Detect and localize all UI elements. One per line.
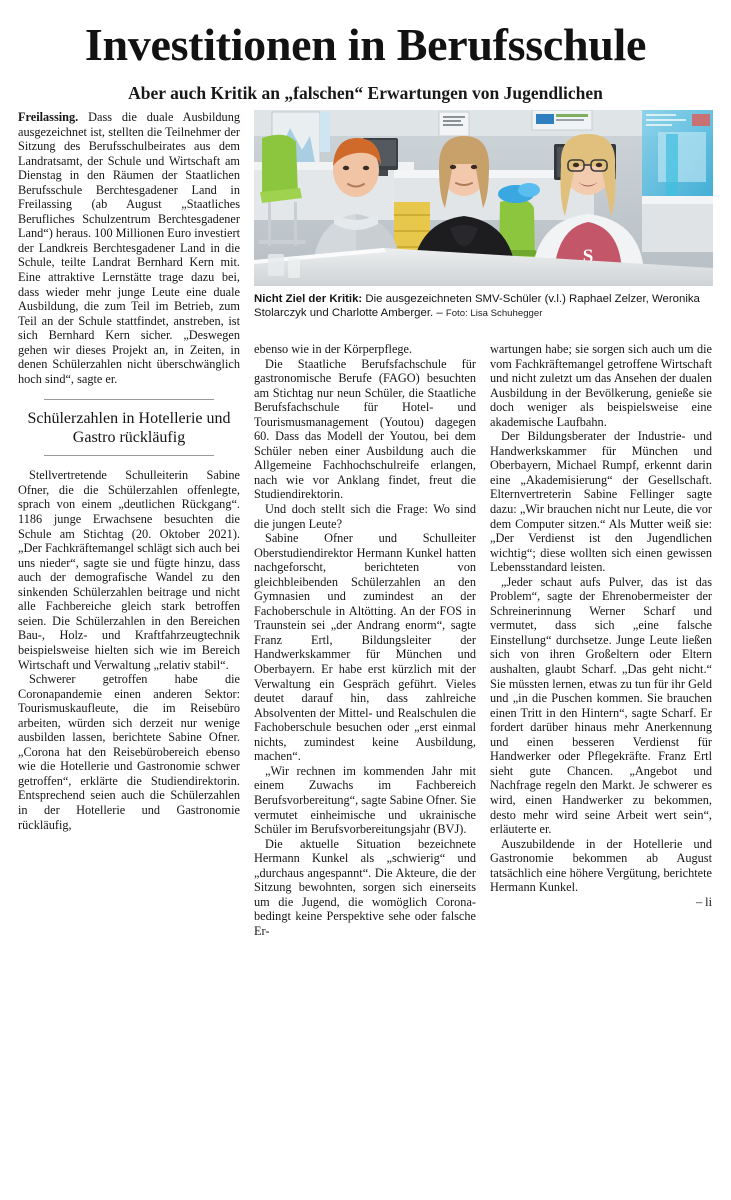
photo-block xyxy=(254,110,713,321)
paragraph: Und doch stellt sich die Frage: Wo sind die jungen Leute? xyxy=(254,502,476,531)
divider-top xyxy=(44,399,214,400)
paragraph xyxy=(18,110,240,386)
article-body xyxy=(18,110,713,1195)
section-heading-text: Schülerzahlen in Hotellerie und Gastro rückläufig xyxy=(27,410,231,447)
paragraph-text: Dass die duale Ausbildung ausgezeichnet ist, stellten die Teilnehmer der Sitzung des Berufsschulbeirates aus dem Landratsamt, der Schule und Wirtschaft am Dienstag in den Räumen der Staatlichen Berufsschule Berchtesgadener Land in Freilassing (ab August „Staatliches Berufliches Schulzentrum Berchtesgadener Land“) heraus. 100 Millionen Euro investiert der Landkreis Berchtesgadener Land in die Schule, teilte Landrat Bernhard Kern mit. Eine attraktive Lernstätte trage dazu bei, dass wieder mehr junge Leute eine duale Ausbildung, die zum Teil im Betrieb, zum Teil an der Schule stattfindet, anstreben, ist sich Bernhard Kern sicher. „Deswegen gehen wir dieses Projekt an, in Zeiten, in denen Schülerzahlen nicht überschwänglich hoch sind“, sagte er. xyxy=(18,110,240,386)
paragraph: Sabine Ofner und Schulleiter Oberstudiendirektor Hermann Kunkel hatten nachgeforscht, berichteten von gleichbleibenden Schülerzahlen an den Gymnasien und zumindest an der Fachoberschule in Altötting. An der FOS in Traunstein sei „der Andrang enorm“, sagte Franz Ertl, Bildungsleiter der Handwerkskammer für München und Oberbayern. Er habe erst kürzlich mit der Verwaltung ein Gespräch geführt. Vieles deutet darauf hin, dass zahlreiche Absolventen der Mittel- und Realschulen die Fachoberschule besuchen oder „erst einmal nichts, zumindest keine Ausbildung, machen“. xyxy=(254,531,476,764)
section-heading xyxy=(18,399,240,456)
column-1 xyxy=(18,110,240,832)
svg-text:S: S xyxy=(582,246,594,267)
column-2 xyxy=(254,342,476,938)
caption-lead: Nicht Ziel der Kritik: xyxy=(254,293,363,305)
article-photo xyxy=(254,110,713,286)
divider-bottom xyxy=(44,455,214,456)
caption-text: Die ausgezeichneten SMV-Schüler (v.l.) Raphael Zelzer, Weronika Stolarczyk und Charlotte Amberger. xyxy=(254,293,700,320)
author-signature: – li xyxy=(695,894,712,909)
paragraph: „Jeder schaut aufs Pulver, das ist das Problem“, sagte der Ehrenobermeister der Schreinerinnung Werner Scharf und vermutet, dass sich „eine falsche Einstellung“ durchsetze. Junge Leute ließen sich von ihren Großeltern oder Eltern aushalten, glaubt Scharf. „Das geht nicht.“ Sie müssten lernen, etwas zu tun für ihr Geld und „in die Puschen kommen. Sie brauchen einen Tritt in den Hintern“, sagte Scharf. Er fordert darüber hinaus mehr Anerkennung und einen besseren Verdienst für Handwerker oder Pflegekräfte. Franz Ertl sieht gute Chancen. „Angebot und Nachfrage regeln den Markt. Je schwerer es wird, einen Handwerker zu bekommen, desto mehr wird seine Arbeit wert sein“, erläuterte er. xyxy=(490,574,712,837)
paragraph: Die Staatliche Berufsfachschule für gastronomische Berufe (FAGO) besuchten am Stichtag nur neun Schüler, die Staatliche Berufsfachschule für Hotel- und Tourismusmanagement (Youtou) dagegen 60. Dass das Modell der Youtou, bei dem Schüler neben einer Ausbildung auch die Allgemeine Fachhochschulreife erlangen, nach wie vor Anklang findet, freut die Studiendirektorin. xyxy=(254,356,476,502)
caption-dash: – xyxy=(433,307,446,320)
column-3 xyxy=(490,342,712,909)
paragraph: Der Bildungsberater der Industrie- und Handwerkskammer für München und Oberbayern, Michael Rumpf, erkennt darin eine „Akademisierung“ der Gesellschaft. Elternvertreterin Sabine Fellinger sagte dazu: „Wir brauchen nicht nur Leute, die vor dem Computer sitzen.“ Als Mutter weiß sie: „Der Verdienst ist den Jugendlichen wichtig“; diese wollten sich einen gewissen Lebensstandard leisten. xyxy=(490,429,712,575)
paragraph: „Wir rechnen im kommenden Jahr mit einem Zuwachs im Fachbereich Berufsvorbereitung“, sagte Sabine Ofner. Sie vermutet einheimische und ukrainische Schüler im Berufsvorbereitungsjahr (BVJ). xyxy=(254,763,476,837)
paragraph: Stellvertretende Schulleiterin Sabine Ofner, die die Schülerzahlen offenlegte, sprach von einem „deutlichen Rückgang“. 1186 junge Erwachsene besuchten die Schule am Stichtag (20. Oktober 2021). „Der Fachkräftemangel schlägt sich auch bei uns nieder“, sagte sie und fügte hinzu, dass auch der demografische Wandel zu den sinkenden Schülerzahlen beitrage und nicht alle Fachbereiche gleich stark betroffen seien. Die Schülerzahlen in den Bereichen Bau-, Holz- und Kraftfahrzeugtechnik beispielsweise hielten sich wie im Bereich Wirtschaft und Verwaltung „relativ stabil“. xyxy=(18,468,240,672)
paragraph: Auszubildende in der Hotellerie und Gastronomie bekommen ab August tatsächlich eine höhere Vergütung, berichtete Hermann Kunkel. xyxy=(490,836,712,895)
page-subtitle: Aber auch Kritik an „falschen“ Erwartungen von Jugendlichen xyxy=(128,82,603,103)
paragraph: ebenso wie in der Körperpflege. xyxy=(254,342,413,356)
paragraph: Die aktuelle Situation bezeichnete Hermann Kunkel als „schwierig“ und „durchaus angespannt“. Die Akteure, die der Sitzung bewohnten, sorgen sich einerseits um die Jugend, die womöglich Corona-bedingt keine Perspektive sehe oder falsche Er- xyxy=(254,836,476,938)
photo-caption xyxy=(254,292,713,321)
page-title: Investitionen in Berufsschule xyxy=(84,19,647,70)
paragraph: Schwerer getroffen habe die Coronapandemie einen anderen Sektor: Tourismuskaufleute, die im Reisebüro arbeiten, würden sich derzeit nur wenige ausbilden lassen, berichtete Sabine Ofner. „Corona hat den Reisebürobereich ebenso wie die Hotellerie und Gastronomie schwer getroffen“, erklärte die Studiendirektorin. Entsprechend seien auch die Schülerzahlen in der Hotellerie und Gastronomie rückläufig, xyxy=(18,672,240,832)
photo-credit: Foto: Lisa Schuhegger xyxy=(445,308,543,320)
dateline: Freilassing. xyxy=(18,110,79,124)
paragraph: wartungen habe; sie sorgen sich auch um die vom Fachkräftemangel getroffene Wirtschaft und nicht zuletzt um das Ansehen der dualen Ausbildung in der Bevölkerung, genieße sie doch weniger als beispielsweise eine akademische Laufbahn. xyxy=(490,342,712,429)
